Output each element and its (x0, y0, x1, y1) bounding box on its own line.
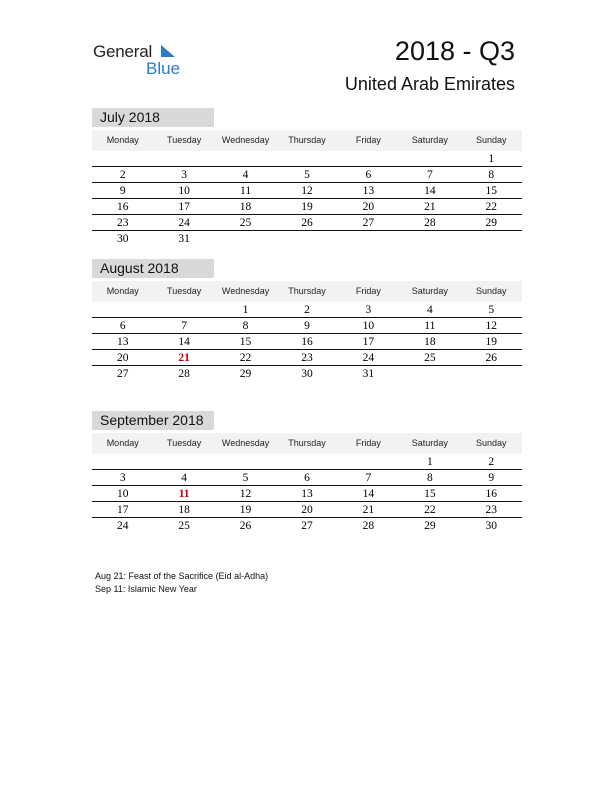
day-cell: 28 (178, 368, 190, 380)
day-cell (399, 151, 460, 166)
day-cell: 24 (178, 217, 190, 229)
day-cell: 15 (485, 185, 497, 197)
day-cell (153, 302, 214, 317)
day-cell: 3 (119, 472, 126, 484)
day-cell: 31 (362, 368, 375, 380)
week-row (92, 366, 522, 382)
day-cell (276, 151, 337, 166)
day-cell: 22 (424, 504, 436, 516)
day-cell: 24 (116, 520, 129, 532)
week-row (92, 350, 522, 366)
day-cell: 17 (178, 201, 190, 213)
day-cell: 30 (116, 233, 129, 245)
day-cell: 1 (242, 304, 249, 316)
generalblue-logo (93, 42, 193, 82)
day-cell: 13 (301, 488, 313, 500)
day-cell: 25 (424, 352, 436, 364)
day-cell: 29 (424, 520, 436, 532)
weekday-label: Monday (106, 438, 139, 448)
day-cell: 14 (178, 336, 190, 348)
month-september (92, 411, 522, 534)
day-cell: 17 (362, 336, 375, 348)
day-cell (338, 231, 399, 247)
day-cell: 19 (239, 504, 252, 516)
day-cell: 12 (239, 488, 252, 500)
day-cell: 26 (485, 352, 497, 364)
day-cell: 17 (116, 504, 129, 516)
day-cell: 8 (426, 472, 433, 484)
weekday-header-row (92, 281, 522, 302)
day-cell: 16 (485, 488, 497, 500)
logo-general-text: General (93, 42, 153, 61)
logo-blue-text: Blue (146, 59, 181, 78)
day-cell: 29 (239, 368, 252, 380)
week-row (92, 518, 522, 534)
weekday-label: Saturday (411, 286, 448, 296)
day-cell: 2 (119, 169, 126, 181)
day-cell: 14 (362, 488, 375, 500)
day-cell: 9 (488, 472, 495, 484)
day-cell: 4 (181, 472, 187, 484)
day-cell: 6 (365, 169, 372, 181)
day-cell: 23 (116, 217, 129, 229)
day-cell: 31 (178, 233, 190, 245)
day-cell (215, 454, 276, 469)
day-cell: 2 (304, 304, 310, 316)
day-cell: 24 (362, 352, 375, 364)
month-july (92, 108, 522, 247)
day-cell: 6 (119, 320, 126, 332)
day-cell (461, 231, 522, 247)
holiday-notes (95, 570, 268, 595)
day-cell: 9 (119, 185, 126, 197)
day-cell: 10 (116, 488, 129, 500)
day-cell: 2 (488, 456, 495, 468)
day-cell: 14 (424, 185, 436, 197)
day-cell: 18 (239, 201, 252, 213)
weekday-header-row (92, 130, 522, 151)
day-cell: 4 (426, 304, 433, 316)
day-cell (92, 454, 153, 469)
week-row (92, 470, 522, 486)
week-row (92, 215, 522, 231)
month-label: September 2018 (92, 411, 214, 430)
day-cell: 26 (301, 217, 313, 229)
day-cell: 11 (178, 488, 190, 500)
day-cell: 27 (116, 368, 129, 380)
day-cell: 23 (485, 504, 497, 516)
day-cell: 8 (488, 169, 495, 181)
day-cell: 5 (488, 304, 495, 316)
day-cell: 1 (488, 153, 495, 165)
weekday-label: Thursday (288, 286, 326, 296)
day-cell: 20 (116, 352, 129, 364)
weekday-label: Friday (355, 438, 381, 448)
day-cell: 28 (424, 217, 436, 229)
day-cell: 20 (301, 504, 313, 516)
day-cell: 16 (301, 336, 313, 348)
holiday-note: Sep 11: Islamic New Year (95, 583, 197, 594)
month-label: August 2018 (92, 259, 214, 278)
day-cell: 21 (424, 201, 436, 213)
day-cell: 5 (242, 472, 249, 484)
month-august (92, 259, 522, 382)
day-cell (153, 151, 214, 166)
day-cell: 12 (485, 320, 497, 332)
week-row (92, 167, 522, 183)
weekday-label: Sunday (475, 286, 507, 296)
weekday-label: Saturday (411, 438, 448, 448)
day-cell: 21 (178, 352, 190, 364)
weekday-label: Wednesday (221, 135, 270, 145)
day-cell: 5 (304, 169, 310, 181)
day-cell (215, 231, 276, 247)
weekday-label: Wednesday (221, 286, 270, 296)
weekday-label: Monday (106, 135, 139, 145)
day-cell: 13 (362, 185, 375, 197)
weekday-label: Thursday (288, 438, 326, 448)
day-cell: 20 (362, 201, 375, 213)
weekday-label: Friday (355, 286, 381, 296)
logo-triangle-icon (161, 45, 175, 57)
day-cell (215, 151, 276, 166)
weekday-header-row (92, 433, 522, 454)
day-cell: 25 (239, 217, 252, 229)
day-cell: 22 (485, 201, 497, 213)
day-cell (92, 151, 153, 166)
weekday-label: Sunday (475, 135, 507, 145)
day-cell: 16 (116, 201, 129, 213)
day-cell: 18 (178, 504, 190, 516)
weekday-label: Saturday (411, 135, 448, 145)
day-cell: 27 (362, 217, 375, 229)
day-cell: 7 (426, 169, 433, 181)
day-cell: 15 (239, 336, 252, 348)
day-cell: 3 (181, 169, 187, 181)
day-cell: 8 (242, 320, 249, 332)
day-cell (276, 231, 337, 247)
weekday-label: Monday (106, 286, 139, 296)
weekday-label: Wednesday (221, 438, 270, 448)
day-cell: 10 (178, 185, 190, 197)
day-cell: 6 (304, 472, 310, 484)
week-row (92, 183, 522, 199)
day-cell (153, 454, 214, 469)
day-cell: 19 (485, 336, 497, 348)
day-cell: 27 (301, 520, 313, 532)
week-row (92, 199, 522, 215)
day-cell: 13 (116, 336, 129, 348)
day-cell: 11 (424, 320, 436, 332)
day-cell (461, 366, 522, 382)
week-row (92, 302, 522, 318)
day-cell: 7 (181, 320, 187, 332)
week-row (92, 454, 522, 470)
day-cell (276, 454, 337, 469)
day-cell: 23 (301, 352, 313, 364)
day-cell: 7 (365, 472, 372, 484)
day-cell: 29 (485, 217, 497, 229)
day-cell: 18 (424, 336, 436, 348)
day-cell: 30 (485, 520, 497, 532)
day-cell: 9 (304, 320, 310, 332)
country-name: United Arab Emirates (344, 74, 515, 94)
week-row (92, 318, 522, 334)
week-row (92, 486, 522, 502)
page-title: 2018 - Q3 (394, 36, 515, 66)
day-cell: 25 (178, 520, 190, 532)
weekday-label: Tuesday (167, 286, 202, 296)
week-row (92, 502, 522, 518)
day-cell (338, 151, 399, 166)
day-cell: 21 (362, 504, 375, 516)
day-cell: 30 (301, 368, 313, 380)
day-cell: 1 (426, 456, 433, 468)
day-cell: 10 (362, 320, 375, 332)
day-cell: 26 (239, 520, 252, 532)
day-cell: 15 (424, 488, 436, 500)
weekday-label: Tuesday (167, 135, 202, 145)
day-cell (92, 302, 153, 317)
week-row (92, 334, 522, 350)
day-cell: 3 (365, 304, 372, 316)
weekday-label: Sunday (475, 438, 507, 448)
day-cell: 11 (240, 185, 252, 197)
month-label: July 2018 (92, 108, 214, 127)
day-cell: 22 (239, 352, 252, 364)
weekday-label: Thursday (288, 135, 326, 145)
weekday-label: Friday (355, 135, 381, 145)
week-row (92, 151, 522, 167)
day-cell (399, 231, 460, 247)
day-cell: 28 (362, 520, 375, 532)
day-cell: 12 (301, 185, 313, 197)
weekday-label: Tuesday (167, 438, 202, 448)
day-cell (338, 454, 399, 469)
day-cell (399, 366, 460, 382)
week-row (92, 231, 522, 247)
holiday-note: Aug 21: Feast of the Sacrifice (Eid al-Adha) (95, 571, 269, 581)
day-cell: 4 (242, 169, 249, 181)
day-cell: 19 (301, 201, 313, 213)
